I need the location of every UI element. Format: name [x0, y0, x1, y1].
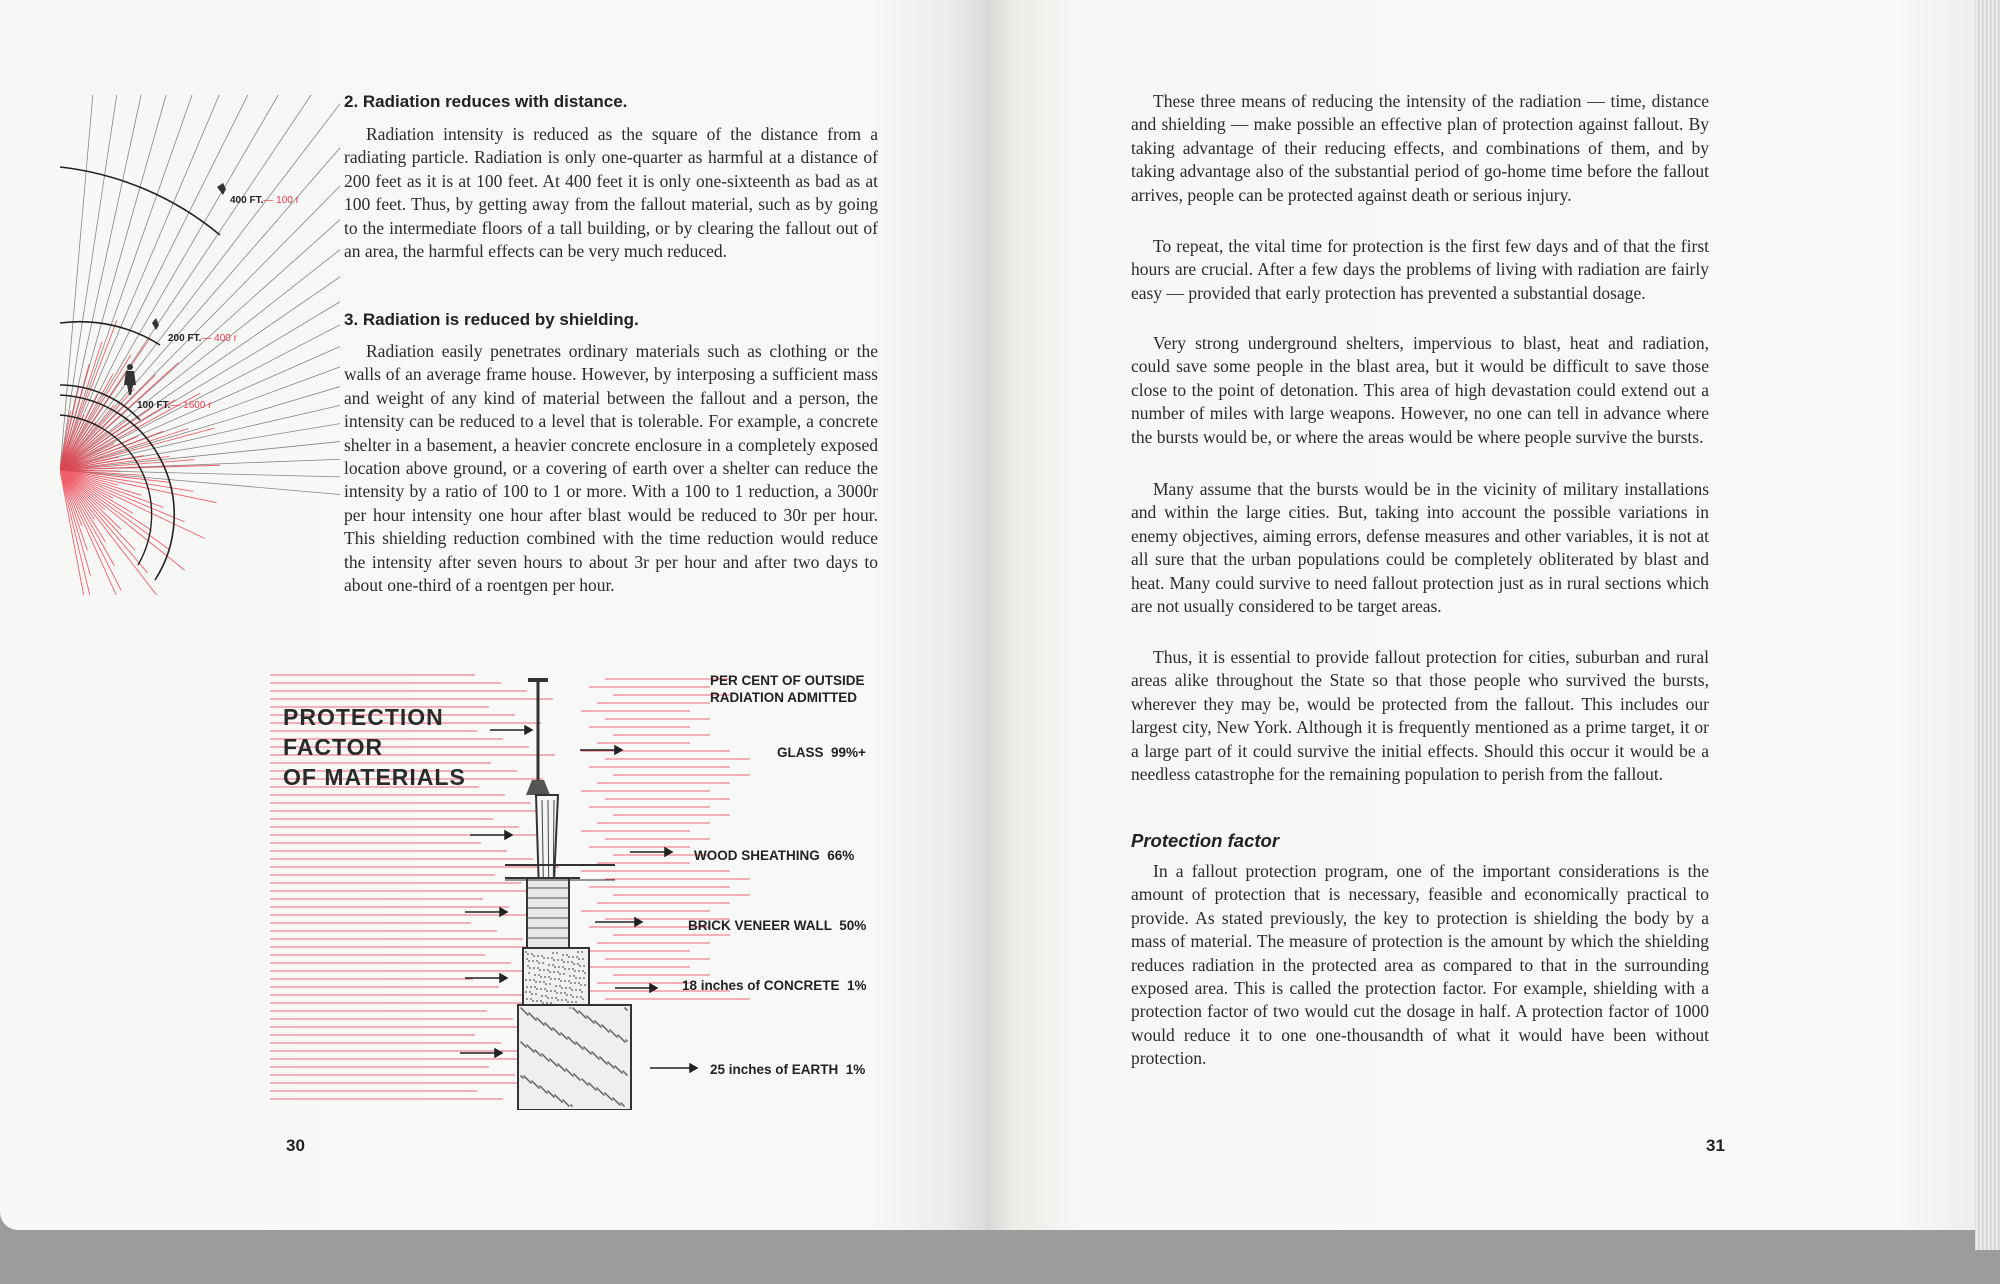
right-paragraph-1: These three means of reducing the intensity of the radiation — time, distance and shielding — make possible an effective plan of protection against fallout. By taking advantage of their reducing effects, and combinations of them, and by taking advantage also of the substantial period of go-home time before the fallout arrives, people can be protected against death or serious injury. — [1131, 91, 1709, 205]
protection-factor-paragraph: In a fallout protection program, one of the important considerations is the amount of protection that is necessary, feasible and economically practical to provide. As stated previously, the key to protection is shielding the body by a mass of material. The measure of protection is the amount by which the shielding reduces radiation in the protected area as compared to that in the surrounding exposed area. This is called the protection factor. For example, shielding with a protection factor of two would cut the dosage in half. A protection factor of 1000 would reduce it to one one-thousandth of what it would have been without protection. — [1131, 861, 1709, 1069]
person-200ft-icon — [152, 318, 159, 330]
section-2-paragraph: Radiation intensity is reduced as the square of the distance from a radiating particle. Radiation is only one-quarter as harmful at a distance of 200 feet as it is at 100 feet. At 400 feet it is only one-sixteenth as bad as at 100 feet. Thus, by getting away from the fallout material, such as by going to the intermediate floors of a tall building, or by clearing the fallout out of an area, the harmful effects can be very much reduced. — [344, 124, 878, 262]
left-page — [0, 0, 985, 1230]
section-3-paragraph: Radiation easily penetrates ordinary materials such as clothing or the walls of an average frame house. However, by interposing a sufficient mass and weight of any kind of material between the fallout and a person, the intensity can be reduced to a level that is tolerable. For example, a concrete shelter in a basement, a heavier concrete enclosure in a completely exposed location above ground, or a covering of earth over a shelter can reduce the intensity by a ratio of 100 to 1 or more. With a 100 to 1 reduction, a 3000r per hour intensity one hour after blast would be reduced to 30r per hour. This shielding reduction combined with the time reduction would reduce the intensity after seven hours to about 3r per hour and after two days to about one-third of a roentgen per hour. — [344, 341, 878, 596]
material-glass-label: GLASS 99%+ — [777, 745, 866, 760]
protection-factor-heading: Protection factor — [1131, 830, 1280, 851]
page-number-right: 31 — [1706, 1136, 1725, 1155]
section-3-heading: 3. Radiation is reduced by shielding. — [344, 310, 639, 329]
distance-label-100: 100 FT.— 1600 r — [137, 400, 212, 411]
right-page — [985, 0, 1975, 1230]
protection-figure-title: PROTECTION FACTOR OF MATERIALS — [283, 704, 466, 790]
right-paragraph-2: To repeat, the vital time for protection is the first few days and of that the first hours are crucial. After a few days the problems of living with radiation are fairly easy — provided that early protection has prevented a substantial dosage. — [1131, 236, 1709, 303]
distance-label-200: 200 FT.— 400 r — [168, 333, 237, 344]
material-earth-label: 25 inches of EARTH 1% — [710, 1062, 866, 1077]
page-number-left: 30 — [286, 1136, 305, 1155]
protection-column-header: PER CENT OF OUTSIDE RADIATION ADMITTED — [710, 673, 865, 705]
distance-label-400: 400 FT.— 100 r — [230, 195, 299, 206]
right-paragraph-5: Thus, it is essential to provide fallout protection for cities, suburban and rural areas alike throughout the State so that those people who survived the bursts, wherever they may be, would be protected from the fallout. This includes our largest city, New York. Although it is frequently mentioned as a prime target, it or a large part of it could survive the initial effects. Should this occur it would be a needless catastrophe for the remaining population to perish from the fallout. — [1131, 647, 1709, 785]
material-concrete-label: 18 inches of CONCRETE 1% — [682, 978, 867, 993]
person-100ft-icon — [124, 364, 136, 395]
section-2-heading: 2. Radiation reduces with distance. — [344, 92, 628, 111]
right-paragraph-3: Very strong underground shelters, impervious to blast, heat and radiation, could save some people in the blast area, but it would be difficult to save those close to the point of detonation. This area of high devastation could extend out a number of miles with large weapons. However, no one can tell in advance where the bursts would be, or where the areas would be where people survive the bursts. — [1131, 333, 1709, 447]
radiation-distance-figure — [60, 95, 340, 595]
material-brick-label: BRICK VENEER WALL 50% — [688, 918, 867, 933]
right-paragraph-4: Many assume that the bursts would be in the vicinity of military installations and within the large cities. But, taking into account the possible variations in enemy objectives, aiming errors, defense measures and other variables, it is not at all sure that the urban populations could be completely obliterated by blast and heat. Many could survive to need fallout protection just as in rural sections which are not usually considered to be target areas. — [1131, 479, 1709, 617]
material-wood-label: WOOD SHEATHING 66% — [694, 848, 855, 863]
page-edge — [1975, 0, 2000, 1250]
